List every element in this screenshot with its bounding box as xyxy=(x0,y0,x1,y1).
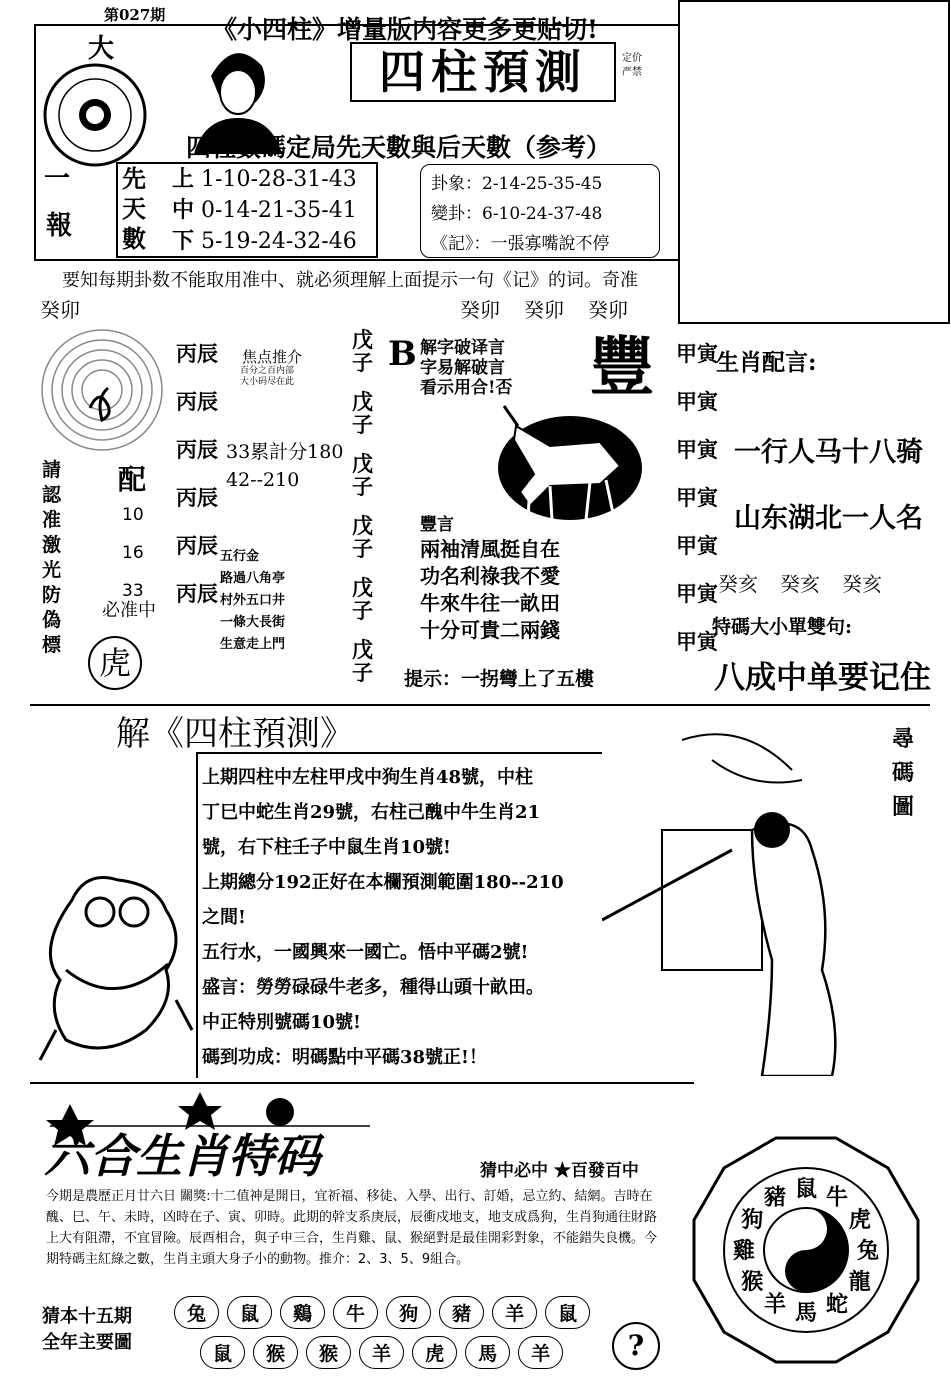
feng-char: 豐 xyxy=(590,330,654,405)
shengxiao-line1: 一行人马十八骑 xyxy=(734,437,923,468)
pei-label: 配 xyxy=(118,463,147,496)
cartoon-mascot xyxy=(26,860,206,1076)
xunma-label: 尋 碼 圖 xyxy=(892,726,915,820)
prohibit-label: 严禁 xyxy=(622,67,642,78)
pill: 羊 xyxy=(518,1336,563,1369)
pill-row-1 xyxy=(170,1296,594,1329)
pill: 羊 xyxy=(492,1296,537,1329)
xiantian-row-top: 上 1-10-28-31-43 xyxy=(172,166,357,192)
jiezi-lines: 解字破译言 字易解破言 看示用合!否 xyxy=(420,338,513,398)
pill: 鼠 xyxy=(227,1296,272,1329)
banner-text: 《小四柱》增量版内容更多更贴切! xyxy=(212,15,598,44)
banner-tag: 猜中必中 ★百發百中 xyxy=(480,1161,639,1181)
xiantian-box xyxy=(116,162,378,258)
xiantian-row-bottom: 下 5-19-24-32-46 xyxy=(172,228,357,254)
focus-scores: 33累計分180 42--210 xyxy=(226,441,344,491)
jiezi-letter: B xyxy=(388,334,417,374)
question-badge: ? xyxy=(612,1322,660,1370)
jie-lines: 上期四柱中左柱甲戌中狗生肖48號，中柱 丁巳中蛇生肖29號，右柱己醜中牛生肖21 號，右下柱壬子中鼠生肖10號! 上期總分192正好在本欄預測範圍180--210 之間! 五行水，一國興來一國亡。悟中平碼2號! 盛言：勞勞碌碌牛老多，種得山頭十畝田。 中正特別號碼10號! 碼到功成：明碼點中平碼38號正!！ xyxy=(202,767,564,1068)
pei-numbers: 10 16 33 xyxy=(122,505,144,601)
notice-text: 要知每期卦数不能取用准中、就必须理解上面提示一句《记》的词。奇准 xyxy=(62,270,638,291)
shengxiao-title: 生肖配言: xyxy=(716,349,817,376)
issue-number: 第027期 xyxy=(104,6,166,24)
fengyan-lines: 兩袖清風挺自在 功名利祿我不愛 牛來牛往一畝田 十分可貴二兩錢 xyxy=(420,537,560,642)
biangua-row: 變卦：6-10-24-37-48 xyxy=(431,204,603,224)
guihai-row: 癸亥 癸亥 癸亥 xyxy=(718,572,882,596)
wheel-animal-label: 馬 xyxy=(794,1300,818,1326)
title-frame xyxy=(350,42,616,102)
focus-sub: 百分之百内部 大小码尽在此 xyxy=(240,366,295,387)
wheel-animal-label: 蛇 xyxy=(825,1291,849,1318)
scholar-painting xyxy=(602,710,862,1076)
wuzi-column: 戊子 戊子 戊子 戊子 戊子 戊子 xyxy=(352,327,373,685)
shengxiao-line2: 山东湖北一人名 xyxy=(734,503,923,534)
pill: 羊 xyxy=(359,1336,404,1369)
pill: 鼠 xyxy=(200,1336,245,1369)
tiger-badge: 虎 xyxy=(88,636,142,690)
header-subtitle: 四柱數碼定局先天數與后天數（参考） xyxy=(186,133,612,162)
wheel-animal-label: 兔 xyxy=(856,1238,880,1264)
wheel-animal-label: 豬 xyxy=(763,1184,787,1211)
guaxiang-box xyxy=(420,164,660,258)
jiayin-column: 甲寅 甲寅 甲寅 甲寅 甲寅 甲寅 甲寅 xyxy=(676,341,718,654)
seal-emblem xyxy=(40,60,150,170)
wuxing-list: 五行金 路過八角亭 村外五口井 一條大長街 生意走上門 xyxy=(220,549,286,652)
anti-fake-note: 請認准激光防偽標 xyxy=(42,459,62,656)
bingchen-column: 丙辰 丙辰 丙辰 丙辰 丙辰 丙辰 xyxy=(176,341,218,606)
pill: 牛 xyxy=(333,1296,378,1329)
spiral-snake-icon xyxy=(40,328,164,452)
bizhun-label: 必准中 xyxy=(102,600,156,621)
xiantian-rows xyxy=(172,164,357,257)
price-label: 定价 xyxy=(622,53,642,64)
focus-title: 焦点推介 xyxy=(242,348,303,366)
banner-title: 六合生肖特码 xyxy=(44,1129,320,1183)
guimao-right: 癸卯 癸卯 癸卯 xyxy=(460,298,628,322)
fengyan-tip: 提示：一拐彎上了五樓 xyxy=(404,668,595,690)
blank-box xyxy=(678,0,950,324)
wheel-animal-label: 猴 xyxy=(741,1269,764,1295)
pill: 兔 xyxy=(174,1296,219,1329)
pill: 虎 xyxy=(412,1336,457,1369)
wheel-animal-label: 牛 xyxy=(825,1184,849,1211)
ji-row: 《記》：一張寡嘴說不停 xyxy=(431,234,610,254)
pill: 豬 xyxy=(439,1296,484,1329)
tema-line: 八成中单要记住 xyxy=(714,660,931,696)
pill-row-2 xyxy=(196,1336,567,1369)
wheel-animal-label: 龍 xyxy=(848,1269,871,1295)
bottom-label: 猜本十五期 全年主要圖 xyxy=(42,1306,132,1353)
page-title: 四柱預測 xyxy=(379,45,587,99)
pill: 鷄 xyxy=(280,1296,325,1329)
guimao-left: 癸卯 xyxy=(40,298,80,322)
xiantian-labels: 先 天 數 xyxy=(122,164,146,253)
pill: 猴 xyxy=(306,1336,351,1369)
fengyan-title: 豐言 xyxy=(420,515,454,535)
jie-title: 解《四柱預測》 xyxy=(116,714,354,754)
deer-woodcut xyxy=(480,396,644,522)
pill: 馬 xyxy=(465,1336,510,1369)
left-char-bao: 報 xyxy=(46,211,73,241)
wheel-animal-label: 狗 xyxy=(741,1207,764,1233)
wheel-animal-label: 虎 xyxy=(848,1207,871,1233)
left-char-da: 大 xyxy=(88,34,115,64)
left-char-yi: 一 xyxy=(44,164,71,194)
zodiac-wheel xyxy=(686,1130,926,1370)
pill: 鼠 xyxy=(545,1296,590,1329)
pill: 狗 xyxy=(386,1296,431,1329)
xiantian-row-mid: 中 0-14-21-35-41 xyxy=(172,197,357,223)
pill: 猴 xyxy=(253,1336,298,1369)
banner-rule xyxy=(30,1082,694,1084)
wheel-animal-label: 羊 xyxy=(763,1291,787,1318)
tema-label: 特碼大小單雙句: xyxy=(712,616,853,638)
guaxiang-row: 卦象：2-14-25-35-45 xyxy=(431,174,603,194)
wheel-animal-label: 雞 xyxy=(732,1238,756,1264)
wheel-animal-label: 鼠 xyxy=(794,1176,818,1202)
price-note xyxy=(622,52,642,80)
almanac-text: 今期是農歷正月廿六日 關獎:十二值神是開日，宜祈福、移徒、入學、出行、訂婚，忌立約、結網。吉時在醜、巳、午、未時，凶時在子、寅、卯時。此期的幹支系庚辰，辰衝戍地支，地支成爲狗，生肖狗通往財路上大有阻滯，不宜冒險。辰酉相合，與子申三合，生肖雞、鼠、猴絕對是最佳開彩對象，不能錯失良機。今期特碼主紅綠之數，生肖主頭大身子小的動物。推介：2、3、5、9組合。 xyxy=(46,1189,658,1267)
